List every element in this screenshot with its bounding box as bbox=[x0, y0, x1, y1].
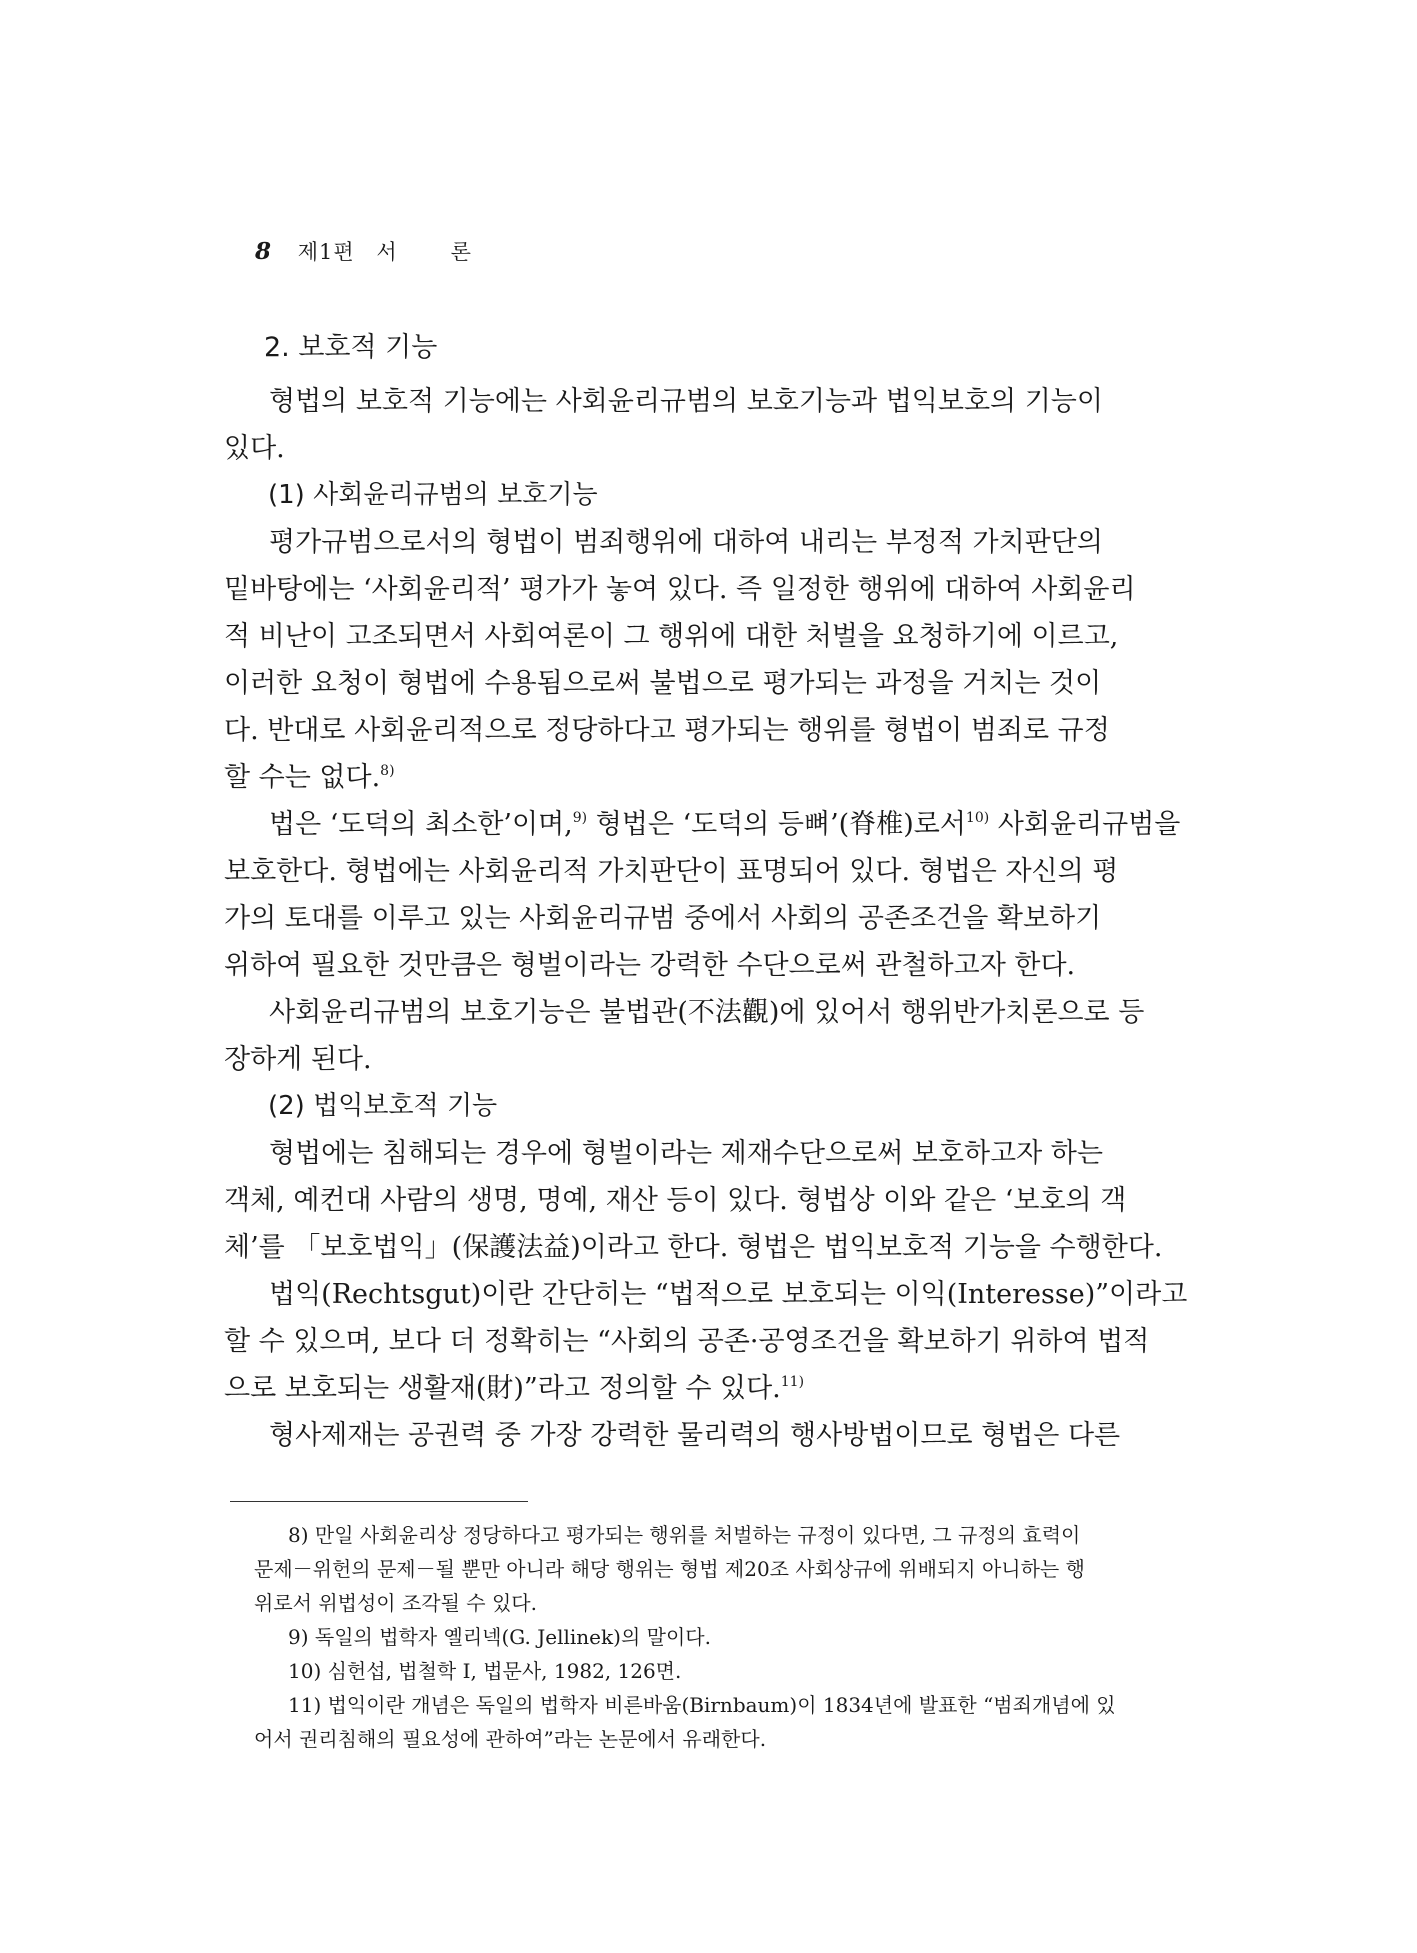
intro-paragraph bbox=[224, 378, 1194, 472]
footnote-ref-8[interactable]: 8) bbox=[380, 763, 395, 779]
text-line: 위하여 필요한 것만큼은 형벌이라는 강력한 수단으로써 관철하고자 한다. bbox=[224, 950, 1076, 981]
part-title: 서 론 bbox=[376, 240, 472, 264]
text-line: 있다. bbox=[224, 433, 285, 464]
text-line: 형법의 보호적 기능에는 사회윤리규범의 보호기능과 법익보호의 기능이 bbox=[269, 386, 1103, 417]
text-line: 할 수 있으며, 보다 더 정확히는 “사회의 공존·공영조건을 확보하기 위하여 법적 bbox=[224, 1326, 1150, 1357]
footnote-ref-9[interactable]: 9) bbox=[572, 810, 588, 826]
paragraph-ethics-2 bbox=[224, 801, 1194, 989]
text-line: 다. 반대로 사회윤리적으로 정당하다고 평가되는 행위를 형법이 범죄로 규정 bbox=[224, 715, 1110, 746]
text-line: 밑바탕에는 ‘사회윤리적’ 평가가 놓여 있다. 즉 일정한 행위에 대하여 사회윤리 bbox=[224, 574, 1136, 605]
text-line: 보호한다. 형법에는 사회윤리적 가치판단이 표명되어 있다. 형법은 자신의 평 bbox=[224, 856, 1119, 887]
text-line: 으로 보호되는 생활재(財)”라고 정의할 수 있다.$^{11)}$ bbox=[224, 1373, 805, 1404]
text-line: 형사제재는 공권력 중 가장 강력한 물리력의 행사방법이므로 형법은 다른 bbox=[269, 1420, 1121, 1451]
paragraph-ethics-3 bbox=[224, 989, 1194, 1083]
paragraph-legal-good-2 bbox=[224, 1271, 1194, 1412]
paragraph-legal-good-1 bbox=[224, 1130, 1194, 1271]
text-line: 객체, 예컨대 사람의 생명, 명예, 재산 등이 있다. 형법상 이와 같은 ‘보호의 객 bbox=[224, 1185, 1127, 1216]
footnote-line: 위로서 위법성이 조각될 수 있다. bbox=[254, 1591, 537, 1615]
main-text bbox=[224, 318, 1194, 1459]
subsection-heading-2: (2) 법익보호적 기능 bbox=[268, 1091, 498, 1121]
footnote-line: 11) 법익이란 개념은 독일의 법학자 비른바움(Birnbaum)이 1834년에 발표한 “범죄개념에 있 bbox=[288, 1693, 1116, 1717]
footnote-line: 10) 심헌섭, 법철학 Ⅰ, 법문사, 1982, 126면. bbox=[288, 1659, 682, 1683]
text-line: 법익(Rechtsgut)이란 간단히는 “법적으로 보호되는 이익(Interesse)”이라고 bbox=[269, 1279, 1188, 1310]
footnote-line: 9) 독일의 법학자 옐리넥(G. Jellinek)의 말이다. bbox=[288, 1625, 711, 1649]
paragraph-legal-good-3 bbox=[224, 1412, 1194, 1459]
text-line: 가의 토대를 이루고 있는 사회윤리규범 중에서 사회의 공존조건을 확보하기 bbox=[224, 903, 1102, 934]
footnote-line: 어서 권리침해의 필요성에 관하여”라는 논문에서 유래한다. bbox=[254, 1727, 767, 1751]
text-line: 장하게 된다. bbox=[224, 1044, 372, 1075]
text-line: 이러한 요청이 형법에 수용됨으로써 불법으로 평가되는 과정을 거치는 것이 bbox=[224, 668, 1102, 699]
footnote-ref-11[interactable]: 11) bbox=[780, 1374, 805, 1390]
text-line: 체’를 「보호법익」(保護法益)이라고 한다. 형법은 법익보호적 기능을 수행한다. bbox=[224, 1232, 1163, 1263]
footnote-line: 8) 만일 사회윤리상 정당하다고 평가되는 행위를 처벌하는 규정이 있다면, 그 규정의 효력이 bbox=[288, 1523, 1081, 1547]
footnote-9 bbox=[254, 1620, 1214, 1654]
footnotes bbox=[254, 1518, 1214, 1756]
paragraph-ethics-1 bbox=[224, 519, 1194, 801]
footnote-divider bbox=[230, 1501, 528, 1502]
footnote-ref-10[interactable]: 10) bbox=[965, 810, 990, 826]
part-label: 제1편 bbox=[297, 240, 355, 264]
text-line: 적 비난이 고조되면서 사회여론이 그 행위에 대한 처벌을 요청하기에 이르고, bbox=[224, 621, 1119, 652]
footnote-8 bbox=[254, 1518, 1214, 1620]
subsection-heading-1: (1) 사회윤리규범의 보호기능 bbox=[268, 480, 598, 510]
footnote-10 bbox=[254, 1654, 1214, 1688]
text-line: 사회윤리규범의 보호기능은 불법관(不法觀)에 있어서 행위반가치론으로 등 bbox=[269, 997, 1145, 1028]
footnote-line: 문제－위헌의 문제－될 뿐만 아니라 해당 행위는 형법 제20조 사회상규에 위배되지 아니하는 행 bbox=[254, 1557, 1085, 1581]
footnote-11 bbox=[254, 1688, 1214, 1756]
text-line: 할 수는 없다.$^{8)}$ bbox=[224, 762, 395, 793]
running-head bbox=[255, 236, 472, 266]
page-number: 8 bbox=[255, 238, 273, 265]
text-line: 법은 ‘도덕의 최소한’이며,$^{9)}$ 형법은 ‘도덕의 등뼈’(脊椎)로서$^{10)}$ 사회윤리규범을 bbox=[269, 809, 1181, 840]
text-line: 형법에는 침해되는 경우에 형벌이라는 제재수단으로써 보호하고자 하는 bbox=[269, 1138, 1103, 1169]
text-line: 평가규범으로서의 형법이 범죄행위에 대하여 내리는 부정적 가치판단의 bbox=[269, 527, 1103, 558]
section-heading: 2. 보호적 기능 bbox=[264, 332, 438, 363]
